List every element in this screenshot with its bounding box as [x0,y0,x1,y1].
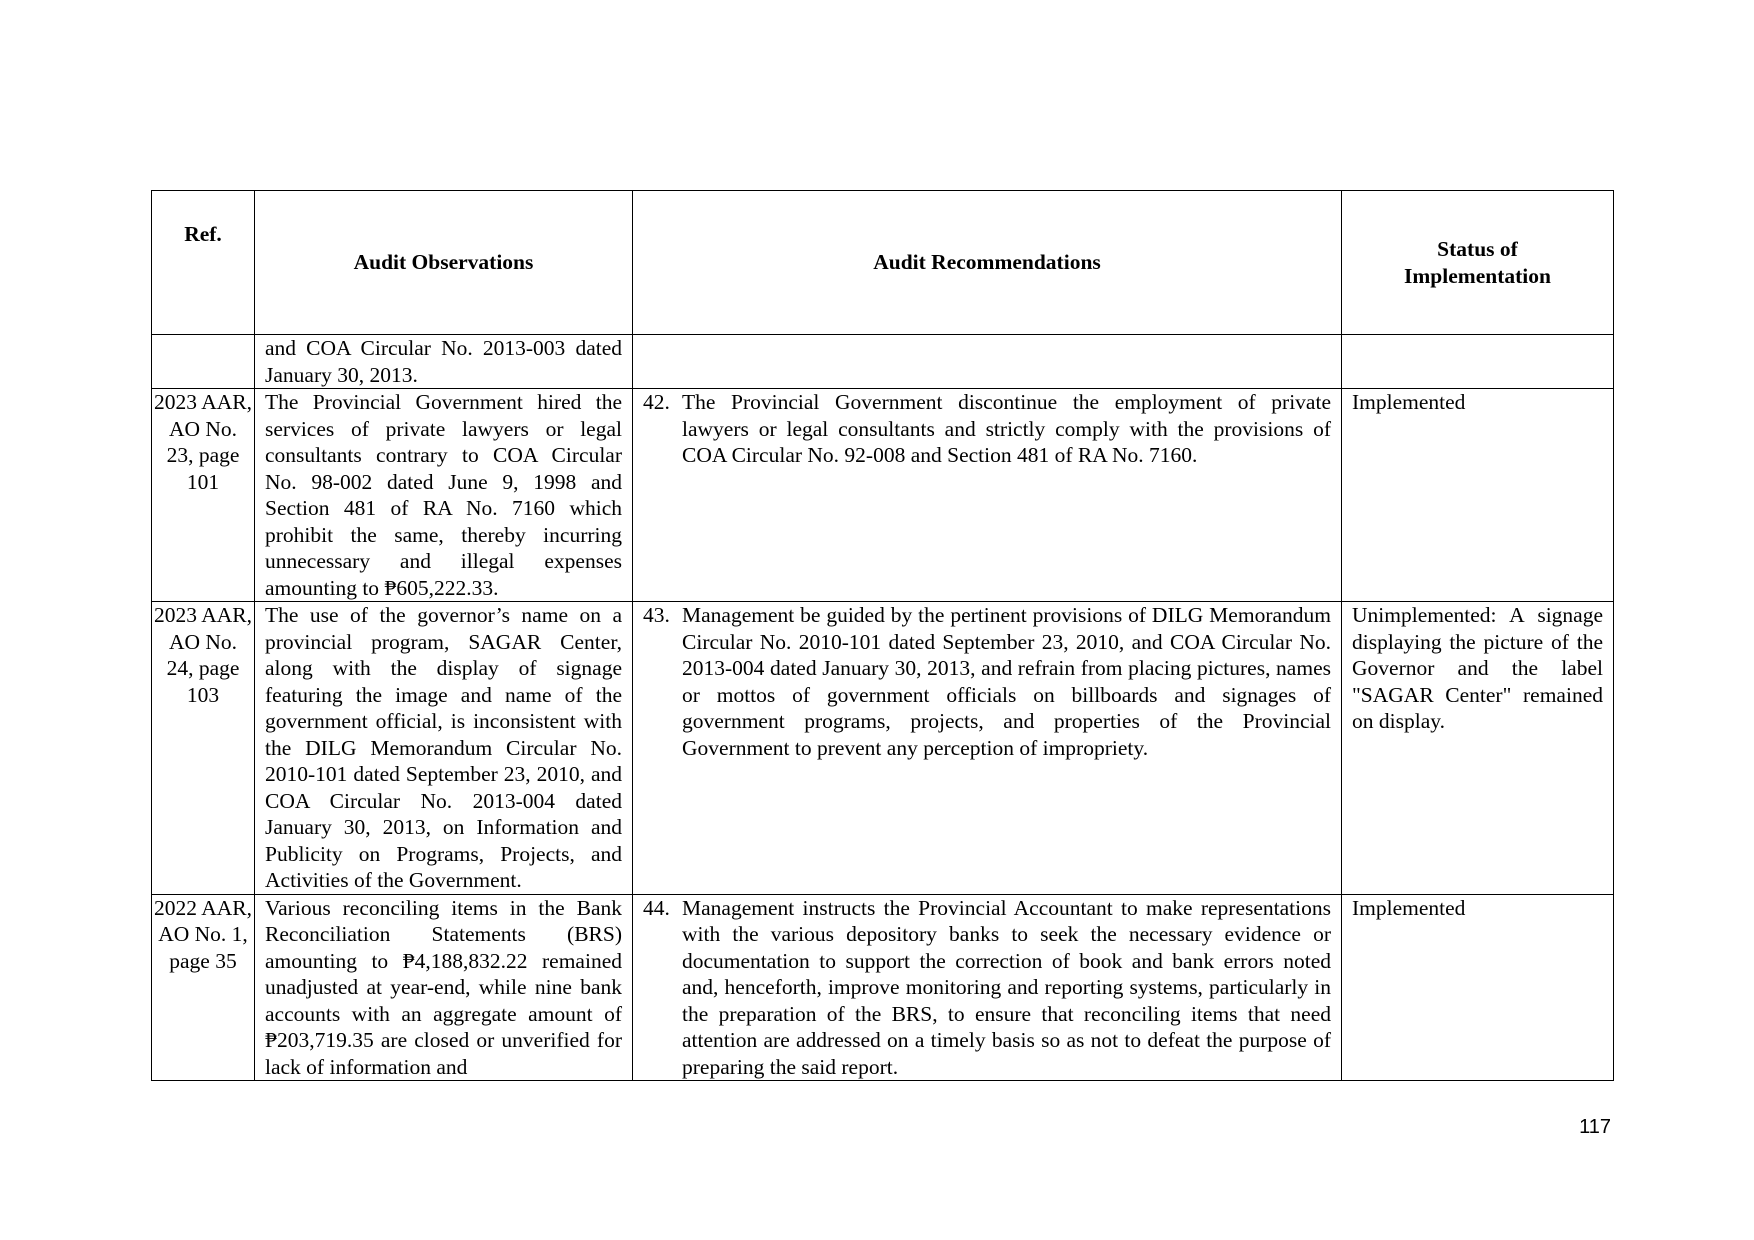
table-header [152,191,1614,335]
recommendation-text: The Provincial Government discontinue the employment of private lawyers or legal consultants and strictly comply with the provisions of COA Circular No. 92-008 and Section 481 of RA No. 7160. [682,390,1331,467]
ref-cell: 2023 AAR, AO No. 23, page 101 [152,389,255,602]
recommendation-cell [633,602,1342,895]
recommendation-number: 43. [643,603,670,627]
recommendation-wrap [643,895,1331,1081]
header-status: Status of Implementation [1342,191,1614,335]
ref-cell: 2022 AAR, AO No. 1, page 35 [152,894,255,1081]
observation-cell: The use of the governor’s name on a provincial program, SAGAR Center, along with the display of signage featuring the image and name of the government official, is inconsistent with the DILG Memorandum Circular No. 2010-101 dated September 23, 2010, and COA Circular No. 2013-004 dated January 30, 2013, on Information and Publicity on Programs, Projects, and Activities of the Government. [255,602,633,895]
observation-cell: Various reconciling items in the Bank Reconciliation Statements (BRS) amounting to ₱4,188,832.22 remained unadjusted at year-end, while nine bank accounts with an aggregate amount of ₱203,719.35 are closed or unverified for lack of information and [255,894,633,1081]
header-ref: Ref. [152,191,255,335]
table-row [152,389,1614,602]
status-cell [1342,335,1614,389]
recommendation-text: Management instructs the Provincial Accountant to make representations with the various depository banks to seek the necessary evidence or documentation to support the correction of book and bank errors noted and, henceforth, improve monitoring and reporting systems, particularly in the preparation of the BRS, to ensure that reconciling items that need attention are addressed on a timely basis so as not to defeat the purpose of preparing the said report. [682,895,1331,1079]
recommendation-number: 42. [643,390,670,414]
header-observations: Audit Observations [255,191,633,335]
ref-cell: 2023 AAR, AO No. 24, page 103 [152,602,255,895]
recommendation-wrap [643,602,1331,761]
recommendation-wrap [643,389,1331,469]
recommendation-text: Management be guided by the pertinent provisions of DILG Memorandum Circular No. 2010-101 dated September 23, 2010, and COA Circular No. 2013-004 dated January 30, 2013, and refrain from placing pictures, names or mottos of government officials on billboards and signages of government programs, projects, and properties of the Provincial Government to prevent any perception of impropriety. [682,603,1331,760]
recommendation-cell [633,389,1342,602]
table-row [152,602,1614,895]
recommendation-cell [633,894,1342,1081]
observation-cell: The Provincial Government hired the services of private lawyers or legal consultants contrary to COA Circular No. 98-002 dated June 9, 1998 and Section 481 of RA No. 7160 which prohibit the same, thereby incurring unnecessary and illegal expenses amounting to ₱605,222.33. [255,389,633,602]
table-row [152,335,1614,389]
status-cell: Unimplemented: A signage displaying the picture of the Governor and the label "SAGAR Center" remained on display. [1342,602,1614,895]
recommendation-cell [633,335,1342,389]
header-row [152,191,1614,335]
status-cell: Implemented [1342,389,1614,602]
header-recommendations: Audit Recommendations [633,191,1342,335]
recommendation-number: 44. [643,895,670,920]
table-row [152,894,1614,1081]
observation-cell: and COA Circular No. 2013-003 dated January 30, 2013. [255,335,633,389]
page-number: 117 [1579,1116,1611,1138]
ref-cell [152,335,255,389]
status-cell: Implemented [1342,894,1614,1081]
table-body [152,335,1614,1081]
audit-status-table [151,190,1614,1081]
